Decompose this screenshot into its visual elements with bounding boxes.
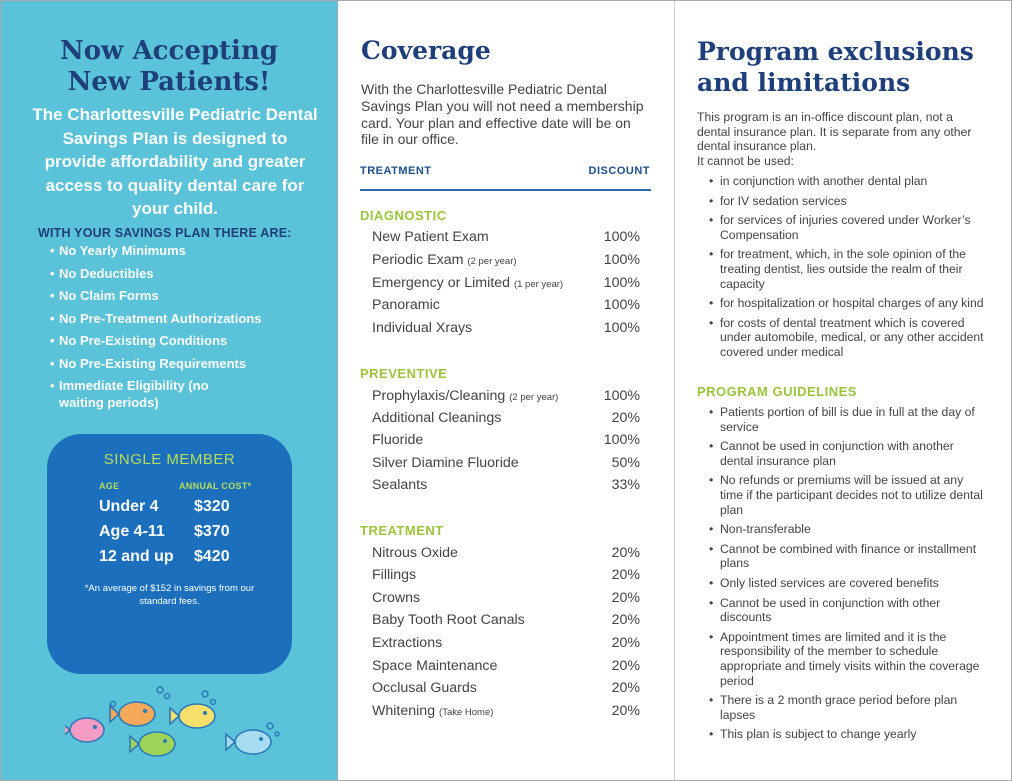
list-item: • Patients portion of bill is due in full at the day of service xyxy=(709,405,975,434)
list-item: • Cannot be combined with finance or installment plans xyxy=(709,541,977,571)
list-item: • for services of injuries covered under Worker’s Compensation xyxy=(709,213,971,242)
treatment-header: TREATMENT xyxy=(360,165,432,177)
savings-note: *An average of $152 in savings from our standard fees. xyxy=(84,583,255,607)
exclusions-intro: This program is an in-office discount plan, not a dental insurance plan. It is separate from any other dental insurance plan. It cannot be used: xyxy=(697,110,972,168)
bullet-icon: • xyxy=(709,296,714,311)
coverage-panel xyxy=(338,0,674,781)
bullet-icon: • xyxy=(709,473,714,488)
table-row: Individual Xrays 100% xyxy=(372,320,640,336)
bullet-icon: • xyxy=(50,243,55,258)
discount-header: DISCOUNT xyxy=(588,165,650,177)
coverage-title: Coverage xyxy=(361,36,491,65)
list-item: • No Pre-Existing Requirements xyxy=(50,355,247,371)
bullet-icon: • xyxy=(709,541,714,556)
bullet-icon: • xyxy=(50,265,55,281)
single-member-box xyxy=(47,434,292,674)
table-row: Fluoride 100% xyxy=(372,432,640,448)
table-row: Prophylaxis/Cleaning (2 per year) 100% xyxy=(372,388,640,404)
left-title: Now Accepting New Patients! xyxy=(59,36,279,97)
list-item: • No Yearly Minimums xyxy=(50,243,186,258)
age-header: AGE xyxy=(99,481,120,491)
benefits-list xyxy=(50,242,330,417)
bullet-icon: • xyxy=(709,595,714,610)
list-item: • Only listed services are covered benefits xyxy=(709,575,939,590)
bullet-icon: • xyxy=(709,693,714,708)
coverage-intro: With the Charlottesville Pediatric Dental Savings Plan you will not need a membership card. Your plan and effective date will be on file in our office. xyxy=(361,81,644,148)
price-row: Age 4-11 $370 xyxy=(99,523,230,540)
bullet-icon: • xyxy=(709,174,714,188)
table-row: Extractions 20% xyxy=(372,635,640,651)
list-item: • No Pre-Existing Conditions xyxy=(50,333,228,348)
list-item: • for IV sedation services xyxy=(709,193,847,208)
list-item: • Appointment times are limited and it is the responsibility of the member to schedule appropriate and timely visits within the coverage period xyxy=(709,629,980,688)
bullet-icon: • xyxy=(709,405,714,419)
bullet-icon: • xyxy=(709,522,714,537)
list-item: • No refunds or premiums will be issued at any time if the participant decides not to utilize dental plan xyxy=(709,473,983,517)
benefits-heading: WITH YOUR SAVINGS PLAN THERE ARE: xyxy=(38,226,292,240)
price-row: 12 and up $420 xyxy=(99,548,230,565)
header-rule xyxy=(360,189,651,191)
bullet-icon: • xyxy=(709,213,714,228)
bullet-icon: • xyxy=(709,247,714,262)
category-title: TREATMENT xyxy=(360,523,444,538)
bullet-icon: • xyxy=(50,355,55,371)
table-row: Occlusal Guards 20% xyxy=(372,680,640,696)
bullet-icon: • xyxy=(50,333,55,348)
list-item: • This plan is subject to change yearly xyxy=(709,727,917,742)
list-item: • No Deductibles xyxy=(50,265,154,281)
list-item: • There is a 2 month grace period before plan lapses xyxy=(709,693,958,722)
left-intro: The Charlottesville Pediatric Dental Savings Plan is designed to provide affordability and greater access to quality dental care for your child. xyxy=(32,105,318,218)
table-row: Panoramic 100% xyxy=(372,297,640,313)
bullet-icon: • xyxy=(709,193,714,208)
bullet-icon: • xyxy=(50,310,55,326)
table-row: Nitrous Oxide 20% xyxy=(372,545,640,561)
cost-header: ANNUAL COST* xyxy=(179,481,252,491)
table-row: Space Maintenance 20% xyxy=(372,658,640,674)
guidelines-title: PROGRAM GUIDELINES xyxy=(697,384,857,399)
category-title: PREVENTIVE xyxy=(360,366,448,381)
list-item: • No Pre-Treatment Authorizations xyxy=(50,310,262,326)
bullet-icon: • xyxy=(709,439,714,454)
category-title: DIAGNOSTIC xyxy=(360,208,447,223)
bullet-icon: • xyxy=(709,315,714,330)
list-item: • No Claim Forms xyxy=(50,288,159,303)
table-row: Sealants 33% xyxy=(372,477,640,493)
left-panel xyxy=(0,0,338,781)
list-item: • in conjunction with another dental plan xyxy=(709,174,928,188)
list-item: • for treatment, which, in the sole opinion of the treating dentist, lies outside the realm of their capacity xyxy=(709,247,966,291)
table-row: Fillings 20% xyxy=(372,567,640,583)
table-row: Baby Tooth Root Canals 20% xyxy=(372,612,640,628)
list-item: • Cannot be used in conjunction with other discounts xyxy=(709,595,941,625)
fish-illustration xyxy=(65,682,285,774)
table-row: Additional Cleanings 20% xyxy=(372,410,640,426)
list-item: • Cannot be used in conjunction with another dental insurance plan xyxy=(709,439,954,468)
member-title: SINGLE MEMBER xyxy=(103,451,236,468)
bullet-icon: • xyxy=(709,629,714,644)
table-row: Silver Diamine Fluoride 50% xyxy=(372,455,640,471)
bullet-icon: • xyxy=(50,288,55,303)
list-item: • for hospitalization or hospital charges of any kind xyxy=(709,296,984,311)
list-item: • Non-transferable xyxy=(709,522,811,537)
exclusions-title: Program exclusions and limitations xyxy=(697,37,974,97)
exclusions-panel xyxy=(675,0,1012,781)
price-row: Under 4 $320 xyxy=(99,498,230,515)
bullet-icon: • xyxy=(50,378,55,393)
table-row: Emergency or Limited (1 per year) 100% xyxy=(372,275,640,291)
table-row: Whitening (Take Home) 20% xyxy=(372,703,640,719)
guidelines-list xyxy=(709,405,989,747)
bullet-icon: • xyxy=(709,727,714,742)
table-row: Crowns 20% xyxy=(372,590,640,606)
exclusions-list xyxy=(709,174,989,365)
list-item: • Immediate Eligibility (no waiting periods) xyxy=(50,378,209,410)
list-item: • for costs of dental treatment which is covered under automobile, medical, or any other accident covered under medical xyxy=(709,315,984,359)
table-row: Periodic Exam (2 per year) 100% xyxy=(372,252,640,268)
bullet-icon: • xyxy=(709,575,714,590)
table-row: New Patient Exam 100% xyxy=(372,229,640,245)
